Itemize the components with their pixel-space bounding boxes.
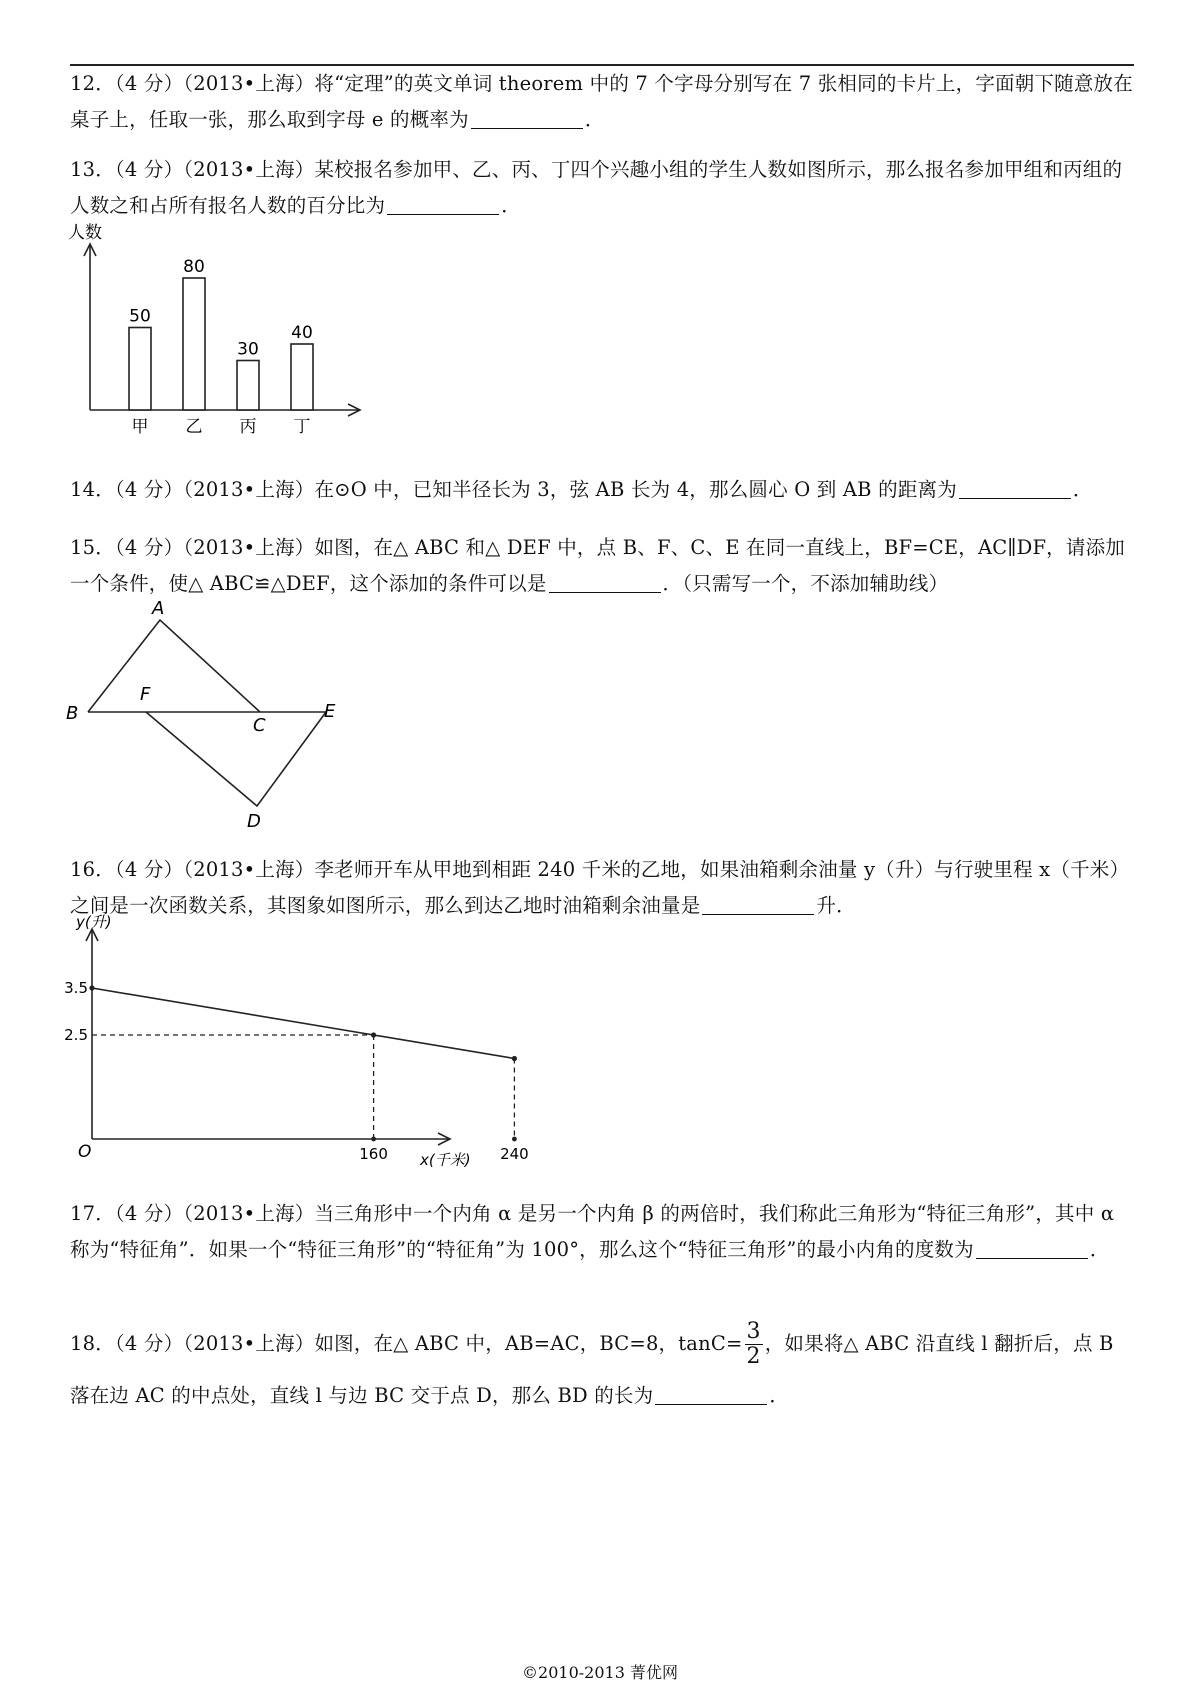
question-13	[70, 152, 1134, 224]
bar-value-label-3: 30	[237, 339, 259, 360]
x-tick-dot-2	[512, 1137, 517, 1142]
category-label-4: 丁	[293, 417, 311, 437]
y-tick-label-2: 2.5	[64, 1026, 88, 1044]
fuel-graph	[60, 913, 529, 1175]
question-18-text-before: 如图，在△ ABC 中，AB=AC，BC=8，tanC=	[314, 1332, 743, 1355]
fuel-line	[92, 988, 514, 1059]
label-c: C	[253, 715, 266, 736]
answer-blank-14[interactable]	[959, 478, 1071, 499]
bar-value-label-4: 40	[291, 323, 313, 343]
label-f: F	[140, 684, 151, 705]
chart-y-label: 人数	[68, 223, 102, 243]
question-17-text: 当三角形中一个内角 α 是另一个内角 β 的两倍时，我们称此三角形为“特征三角形”，其中 α 称为“特征角”．如果一个“特征三角形”的“特征角”为 100°，那么这个“特征三角形”的最小内角的度数为	[70, 1202, 1115, 1261]
label-a: A	[152, 598, 165, 619]
bar-chart	[60, 222, 380, 442]
bar-2	[183, 278, 205, 410]
question-17	[70, 1196, 1134, 1268]
answer-blank-15[interactable]	[549, 572, 661, 593]
x-tick-label-1: 160	[359, 1145, 388, 1163]
bar-4	[291, 344, 313, 410]
question-12-end: ．	[584, 108, 605, 131]
question-17-prefix: 17．（4 分）（2013•上海）	[70, 1202, 315, 1225]
question-15	[70, 530, 1134, 602]
fraction-denominator: 2	[746, 1344, 761, 1369]
question-14-prefix: 14．（4 分）（2013•上海）	[70, 478, 315, 501]
graph-marks	[64, 979, 529, 1163]
graph-origin: O	[78, 1142, 92, 1162]
y-tick-label-1: 3.5	[64, 979, 88, 997]
graph-x-label: x(千米)	[420, 1151, 471, 1169]
question-12	[70, 66, 1134, 138]
label-b: B	[66, 703, 79, 724]
fraction-numerator: 3	[746, 1319, 761, 1344]
question-12-prefix: 12．（4 分）（2013•上海）	[70, 72, 315, 95]
answer-blank-18[interactable]	[655, 1384, 767, 1405]
bar-value-label-2: 80	[183, 257, 205, 277]
triangle-def	[146, 712, 326, 806]
category-label-3: 丙	[239, 417, 257, 437]
question-12-text: 将“定理”的英文单词 theorem 中的 7 个字母分别写在 7 张相同的卡片上，字面朝下随意放在桌子上，任取一张，那么取到字母 e 的概率为	[70, 72, 1133, 131]
question-18-prefix: 18．（4 分）（2013•上海）	[70, 1332, 315, 1355]
question-18-text-after: ，如果将△ ABC 沿直线 l 翻折后，点 B 落在边 AC 的中点处，直线 l 与边 BC 交于点 D，那么 BD 的长为	[70, 1332, 1114, 1407]
answer-blank-13[interactable]	[387, 194, 499, 215]
question-15-text: 如图，在△ ABC 和△ DEF 中，点 B、F、C、E 在同一直线上，BF=CE，AC∥DF，请添加一个条件，使△ ABC≌△DEF，这个添加的条件可以是	[70, 536, 1125, 595]
category-label-1: 甲	[131, 417, 149, 437]
question-18	[70, 1318, 1134, 1422]
tan-fraction	[745, 1320, 763, 1369]
graph-y-label: y(升)	[76, 913, 112, 931]
question-17-end: ．	[1089, 1238, 1110, 1261]
triangle-abc	[88, 620, 260, 712]
question-14-text: 在⊙O 中，已知半径长为 3，弦 AB 长为 4，那么圆心 O 到 AB 的距离为	[314, 478, 957, 501]
bar-1	[129, 328, 151, 411]
line-point-1	[89, 985, 94, 990]
question-13-end: ．	[501, 194, 521, 217]
question-16-prefix: 16．（4 分）（2013•上海）	[70, 858, 315, 881]
answer-blank-12[interactable]	[471, 108, 583, 129]
x-tick-dot-1	[371, 1137, 376, 1142]
bar-value-label-1: 50	[129, 306, 151, 327]
label-e: E	[324, 701, 336, 722]
question-18-end: ．	[769, 1384, 790, 1407]
question-16	[70, 852, 1134, 924]
footer-copyright: ©2010-2013 菁优网	[522, 1663, 678, 1682]
answer-blank-16[interactable]	[702, 894, 814, 915]
question-15-end: ．（只需写一个，不添加辅助线）	[662, 572, 949, 595]
bar-3	[237, 361, 259, 411]
question-16-end: 升．	[816, 894, 856, 917]
answer-blank-17[interactable]	[976, 1238, 1088, 1259]
label-d: D	[247, 811, 261, 832]
category-label-2: 乙	[185, 417, 203, 437]
question-15-prefix: 15．（4 分）（2013•上海）	[70, 536, 315, 559]
question-14-end: ．	[1072, 478, 1093, 501]
question-14	[70, 472, 1134, 508]
question-13-text: 某校报名参加甲、乙、丙、丁四个兴趣小组的学生人数如图所示，那么报名参加甲组和丙组的人数之和占所有报名人数的百分比为	[70, 158, 1123, 217]
question-16-text: 李老师开车从甲地到相距 240 千米的乙地，如果油箱剩余油量 y（升）与行驶里程 x（千米）之间是一次函数关系，其图象如图所示，那么到达乙地时油箱剩余油量是	[70, 858, 1130, 917]
question-13-prefix: 13．（4 分）（2013•上海）	[70, 158, 315, 181]
triangle-figure	[60, 600, 380, 830]
x-tick-label-2: 240	[500, 1145, 529, 1163]
